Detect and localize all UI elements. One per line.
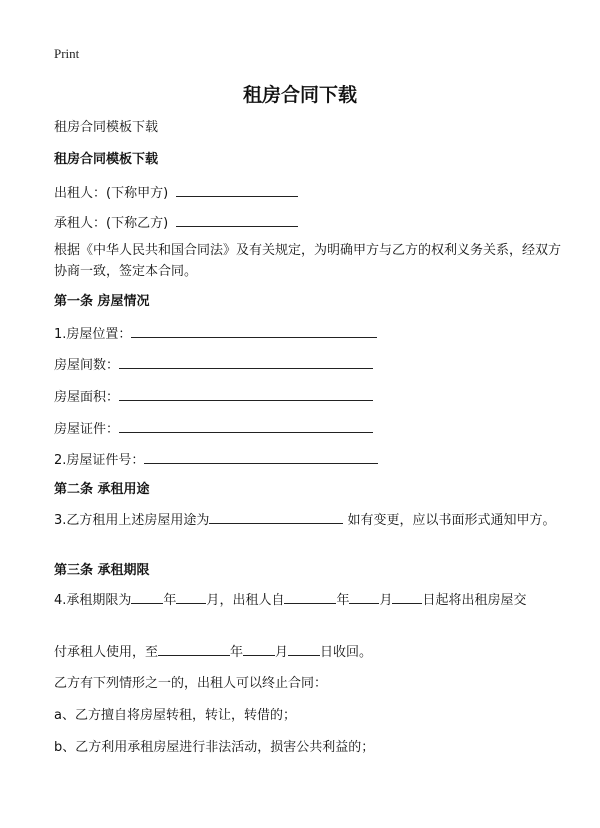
lessee-label: 承租人：(下称乙方)	[54, 216, 169, 231]
end-day-suffix: 日收回。	[320, 645, 373, 660]
area-blank	[119, 388, 373, 401]
section-heading: 租房合同模板下载	[54, 152, 159, 167]
term-year-unit: 年	[163, 593, 177, 608]
end-month-blank	[243, 643, 275, 656]
preamble-paragraph: 根据《中华人民共和国合同法》及有关规定，为明确甲方与乙方的权利义务关系，经双方协商一致，签定本合同。	[54, 243, 562, 279]
term-years-blank	[131, 591, 163, 604]
certificate-line	[54, 420, 373, 438]
end-year-unit: 年	[230, 645, 244, 660]
term-lessor-from: ，出租人自	[219, 593, 285, 608]
lessor-blank	[176, 184, 298, 197]
lessor-line	[54, 184, 298, 202]
term-month-unit: 月	[206, 593, 220, 608]
certificate-no-label: 2.房屋证件号：	[54, 453, 145, 468]
term-months-blank	[176, 591, 206, 604]
purpose-paragraph	[54, 510, 564, 531]
start-month-blank	[349, 591, 379, 604]
end-year-blank	[158, 643, 230, 656]
lessee-blank	[176, 214, 298, 227]
rooms-blank	[119, 356, 373, 369]
end-day-blank	[288, 643, 320, 656]
certificate-no-line	[54, 451, 378, 469]
lessee-line	[54, 214, 298, 232]
purpose-suffix: 如有变更，应以书面形式通知甲方。	[347, 513, 556, 528]
area-line	[54, 388, 373, 406]
certificate-no-blank	[144, 451, 378, 464]
certificate-blank	[119, 420, 373, 433]
termination-intro: 乙方有下列情形之一的，出租人可以终止合同：	[54, 676, 328, 691]
print-link[interactable]: Print	[54, 46, 80, 61]
purpose-blank	[209, 511, 343, 524]
end-month-unit: 月	[275, 645, 289, 660]
lessor-label: 出租人：(下称甲方)	[54, 186, 169, 201]
deliver-prefix: 付承租人使用，至	[54, 645, 159, 660]
article1-heading: 第一条 房屋情况	[54, 294, 150, 309]
article3-heading: 第三条 承租期限	[54, 563, 150, 578]
termination-item-a: a、乙方擅自将房屋转租，转让，转借的；	[54, 708, 296, 723]
term-prefix: 4.承租期限为	[54, 593, 132, 608]
start-year-unit: 年	[336, 593, 350, 608]
location-blank	[131, 325, 377, 338]
location-line	[54, 325, 377, 343]
start-year-blank	[284, 591, 336, 604]
doc-subtitle: 租房合同模板下载	[54, 120, 159, 135]
start-day-suffix: 日起将出租房屋交	[422, 593, 527, 608]
article2-heading: 第二条 承租用途	[54, 482, 150, 497]
certificate-label: 房屋证件：	[54, 422, 120, 437]
termination-item-b: b、乙方利用承租房屋进行非法活动，损害公共利益的；	[54, 740, 375, 755]
location-label: 1.房屋位置：	[54, 327, 132, 342]
start-month-unit: 月	[379, 593, 393, 608]
purpose-prefix: 3.乙方租用上述房屋用途为	[54, 513, 210, 528]
rooms-line	[54, 356, 373, 374]
term-paragraph	[54, 590, 564, 611]
start-day-blank	[392, 591, 422, 604]
area-label: 房屋面积：	[54, 390, 120, 405]
deliver-line	[54, 643, 372, 661]
page-title: 租房合同下载	[242, 84, 357, 106]
rooms-label: 房屋间数：	[54, 358, 120, 373]
